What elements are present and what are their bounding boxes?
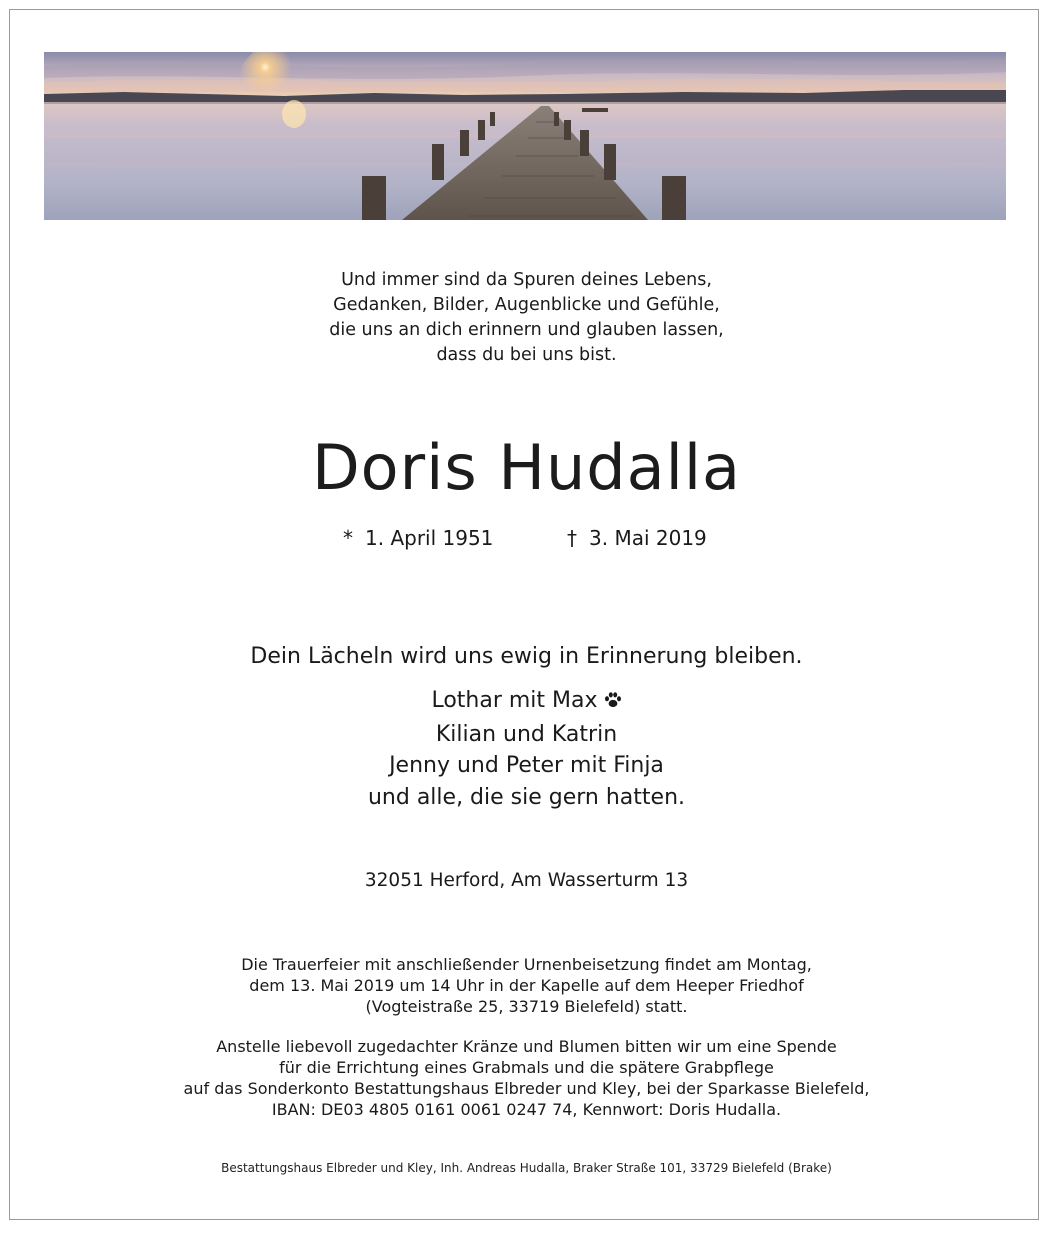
- family-signatures: [0, 685, 1053, 813]
- funeral-ceremony-info: [0, 954, 1053, 1017]
- ceremony-line: (Vogteistraße 25, 33719 Bielefeld) statt.: [365, 997, 688, 1016]
- farewell-text: Dein Lächeln wird uns ewig in Erinnerung bleiben.: [250, 644, 803, 669]
- funeral-home-footer: Bestattungshaus Elbreder und Kley, Inh. Andreas Hudalla, Braker Straße 101, 33729 Bielefeld (Brake): [221, 1161, 832, 1175]
- deceased-name: Doris Hudalla: [311, 431, 742, 504]
- birth-date-value: 1. April 1951: [365, 526, 494, 550]
- family-line: [0, 685, 1053, 719]
- family-line-text: Lothar mit Max: [431, 688, 598, 713]
- death-date-value: 3. Mai 2019: [589, 526, 707, 550]
- family-line: und alle, die sie gern hatten.: [367, 784, 686, 810]
- birth-date: [343, 524, 493, 552]
- family-line: Kilian und Katrin: [435, 721, 618, 747]
- death-symbol: †: [567, 526, 577, 550]
- ceremony-line: Die Trauerfeier mit anschließender Urnenbeisetzung findet am Montag,: [241, 955, 812, 974]
- lake-pier-banner-image: [44, 52, 1006, 220]
- poem-line: Und immer sind da Spuren deines Lebens,: [341, 270, 712, 290]
- memorial-poem: [0, 268, 1053, 368]
- donation-request: [0, 1036, 1053, 1120]
- ceremony-line: dem 13. Mai 2019 um 14 Uhr in der Kapelle auf dem Heeper Friedhof: [249, 976, 804, 995]
- donation-line: für die Errichtung eines Grabmals und die spätere Grabpflege: [279, 1058, 774, 1077]
- paw-icon: [604, 687, 622, 719]
- birth-symbol: *: [343, 526, 353, 550]
- family-line: Jenny und Peter mit Finja: [389, 753, 664, 778]
- family-address: 32051 Herford, Am Wasserturm 13: [364, 870, 689, 891]
- donation-line: Anstelle liebevoll zugedachter Kränze und Blumen bitten wir um eine Spende: [216, 1037, 837, 1056]
- poem-line: Gedanken, Bilder, Augenblicke und Gefühle,: [333, 295, 720, 315]
- poem-line: die uns an dich erinnern und glauben lassen,: [329, 320, 724, 340]
- donation-line: auf das Sonderkonto Bestattungshaus Elbreder und Kley, bei der Sparkasse Bielefeld,: [183, 1079, 870, 1098]
- donation-line: IBAN: DE03 4805 0161 0061 0247 74, Kennwort: Doris Hudalla.: [271, 1100, 782, 1119]
- poem-line: dass du bei uns bist.: [436, 345, 617, 365]
- death-date: [567, 524, 707, 552]
